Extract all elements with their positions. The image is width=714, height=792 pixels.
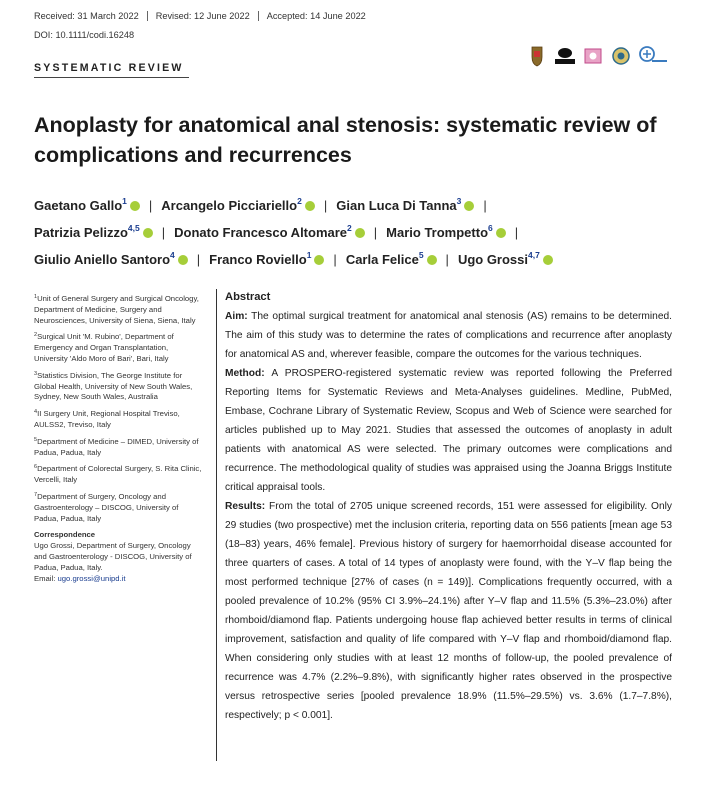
orcid-icon[interactable] — [496, 228, 506, 238]
affiliation-num: 2 — [34, 332, 38, 339]
author-affil-sup: 3 — [456, 196, 462, 206]
author-separator: | — [323, 198, 328, 213]
escp-logo — [554, 43, 576, 69]
society-seal-logo — [610, 43, 632, 69]
abstract-heading: Abstract — [225, 291, 271, 303]
author-separator: | — [514, 225, 519, 240]
abstract-aim-text: The optimal surgical treatment for anatomical anal stenosis (AS) remains to be determined. The aim of this study was to determine the rates of complications and recurrence after anoplasty for anatomical AS and, wherever feasible, compare the outcomes for the various techniques. — [225, 311, 672, 360]
author[interactable] — [34, 252, 188, 267]
author-affil-sup: 2 — [347, 223, 352, 233]
society-logos — [526, 43, 668, 69]
author[interactable] — [209, 252, 324, 267]
affiliation-text: Department of Medicine – DIMED, University of Padua, Padua, Italy — [34, 436, 199, 457]
orcid-icon[interactable] — [355, 228, 365, 238]
affiliation-num: 4 — [34, 409, 38, 416]
author-affil-sup: 2 — [297, 196, 302, 206]
affiliation-text: Department of Colorectal Surgery, S. Rita Clinic, Vercelli, Italy — [34, 464, 202, 485]
affiliation-text: Unit of General Surgery and Surgical Oncology, Department of Medicine, Surgery and Neurosciences, University of Siena, Siena, Italy — [34, 294, 199, 325]
author-affil-sup: 6 — [488, 223, 493, 233]
author-name: Ugo Grossi — [457, 252, 529, 267]
affiliation — [34, 407, 204, 431]
affiliation — [34, 292, 204, 326]
author[interactable] — [458, 252, 553, 267]
affiliation-num: 1 — [34, 294, 38, 300]
section-label: SYSTEMATIC REVIEW — [34, 62, 184, 74]
affiliation — [34, 435, 204, 459]
affiliation — [34, 369, 204, 403]
author-name: Carla Felice — [345, 252, 419, 267]
orcid-icon[interactable] — [464, 201, 474, 211]
orcid-icon[interactable] — [143, 228, 153, 238]
article-dates — [34, 11, 374, 21]
abstract-aim-label: Aim: — [225, 311, 248, 322]
author-name: Gaetano Gallo — [34, 198, 123, 213]
society-crest-logo — [526, 43, 548, 69]
affiliations — [34, 292, 204, 584]
email-label: Email: — [34, 573, 56, 583]
author-list — [34, 190, 694, 271]
orcid-icon[interactable] — [305, 201, 315, 211]
article-title: Anoplasty for anatomical anal stenosis: systematic review of complications and recurrences — [34, 113, 657, 167]
correspondence-text: Ugo Grossi, Department of Surgery, Oncology and Gastroenterology - DISCOG, University of Padua, Padua, Italy. — [34, 541, 192, 572]
author-separator: | — [333, 252, 337, 267]
abstract-method — [225, 364, 672, 497]
author-name: Gian Luca Di Tanna — [336, 198, 457, 213]
abstract-method-label: Method: — [225, 368, 265, 379]
abstract-method-text: A PROSPERO-registered systematic review was reported following the Preferred Reporting Items for Systematic Reviews and Meta-Analyses guidelines. Medline, PubMed, Embase, Cochrane Library of Systematic Review, Scopus and Web of Science were searched for articles published up to May 2021. Studies that assessed the outcomes of anoplasty in adult patients with anatomical AS were selected. The primary outcomes were complications and recurrence. The methodological quality of studies was appraised using the Joanna Briggs Institute critical appraisal tools. — [225, 368, 672, 493]
author-affil-sup: 4,5 — [127, 223, 140, 233]
author-name: Franco Roviello — [209, 252, 307, 267]
author[interactable] — [346, 252, 437, 267]
orcid-icon[interactable] — [543, 255, 553, 265]
author-affil-sup: 1 — [122, 196, 127, 206]
author-name: Patrizia Pelizzo — [34, 225, 128, 240]
affiliation — [34, 490, 204, 524]
accepted-date: Accepted: 14 June 2022 — [258, 11, 374, 21]
author-affil-sup: 5 — [418, 250, 424, 260]
affiliation-num: 5 — [34, 436, 38, 443]
affiliation-text: Surgical Unit 'M. Rubino', Department of Emergency and Organ Transplantation, University 'Aldo Moro of Bari', Bari, Italy — [34, 332, 174, 363]
author[interactable] — [34, 198, 140, 213]
author-affil-sup: 4,7 — [528, 250, 540, 260]
author-name: Mario Trompetto — [386, 225, 489, 240]
abstract-results — [225, 497, 672, 725]
orcid-icon[interactable] — [130, 201, 140, 211]
affiliation-text: Statistics Division, The George Institute for Global Health, University of New South Wales, Sydney, New South Wales, Australia — [34, 370, 193, 402]
affiliation-text: II Surgery Unit, Regional Hospital Treviso, AULSS2, Treviso, Italy — [34, 409, 180, 429]
author-separator: | — [373, 225, 378, 240]
author-name: Donato Francesco Altomare — [174, 225, 348, 240]
author[interactable] — [174, 225, 365, 240]
author-separator: | — [483, 198, 487, 213]
abstract-aim — [225, 307, 672, 364]
orcid-icon[interactable] — [427, 255, 437, 265]
author[interactable] — [336, 198, 474, 213]
acpgbi-logo — [582, 43, 604, 69]
author-separator: | — [161, 225, 166, 240]
received-date: Received: 31 March 2022 — [34, 11, 139, 21]
author-affil-sup: 4 — [170, 250, 175, 260]
abstract-results-text: From the total of 2705 unique screened records, 151 were assessed for eligibility. Only 29 studies (two prospective) met the inclusion criteria, reporting data on 556 patients [mean age 53 (18–83) years, 46% female]. Previous history of surgery for haemorrhoidal disease accounted for three quarters of cases. A total of 14 types of anoplasty were found, with the Y–V flap being the most performed technique [27% of cases (n = 149)]. Complications frequently occurred, with a pooled prevalence of 10.2% (95% CI 3.9%–24.1%) after Y–V flap and 11.5% (5.3%–23.0%) after rhomboid/diamond flap. Patients undergoing house flap achieved better results in terms of clinical improvement, satisfaction and quality of life compared with Y–V flap and rhomboid/diamond flap. When considering only studies with at least 12 months of follow-up, the pooled prevalence of recurrence was 4.7% (2.2%–9.8%), with significantly higher rates observed in the prospective versus retrospective series [pooled prevalence 18.9% (11.5%–29.5%) vs. 3.6% (1.7–7.8%), respectively; p < 0.001]. — [225, 501, 672, 721]
abstract-results-label: Results: — [225, 501, 266, 512]
author[interactable] — [34, 225, 153, 240]
author[interactable] — [161, 198, 315, 213]
affiliation-text: Department of Surgery, Oncology and Gastroenterology – DISCOG, University of Padua, Padua, Italy — [34, 491, 179, 523]
correspondence-email-line — [34, 574, 204, 585]
orcid-icon[interactable] — [178, 255, 188, 265]
author-affil-sup: 1 — [306, 250, 312, 260]
affiliation-num: 3 — [34, 370, 38, 377]
orcid-icon[interactable] — [314, 255, 324, 265]
doi: DOI: 10.1111/codi.16248 — [34, 30, 135, 40]
affiliation — [34, 330, 204, 364]
affiliation — [34, 462, 204, 486]
author-separator: | — [445, 252, 449, 267]
abstract — [216, 289, 672, 761]
correspondence-email-link[interactable]: ugo.grossi@unipd.it — [57, 573, 126, 583]
author-name: Giulio Aniello Santoro — [34, 252, 171, 267]
section-rule — [34, 77, 189, 78]
author[interactable] — [386, 225, 506, 240]
revised-date: Revised: 12 June 2022 — [147, 11, 258, 21]
author-separator: | — [196, 252, 201, 267]
journal-logo — [638, 43, 668, 69]
correspondence-heading: Correspondence — [34, 530, 96, 540]
affiliation-num: 7 — [34, 491, 38, 498]
author-separator: | — [148, 198, 153, 213]
affiliation-num: 6 — [34, 464, 38, 471]
author-name: Arcangelo Picciariello — [161, 198, 298, 213]
